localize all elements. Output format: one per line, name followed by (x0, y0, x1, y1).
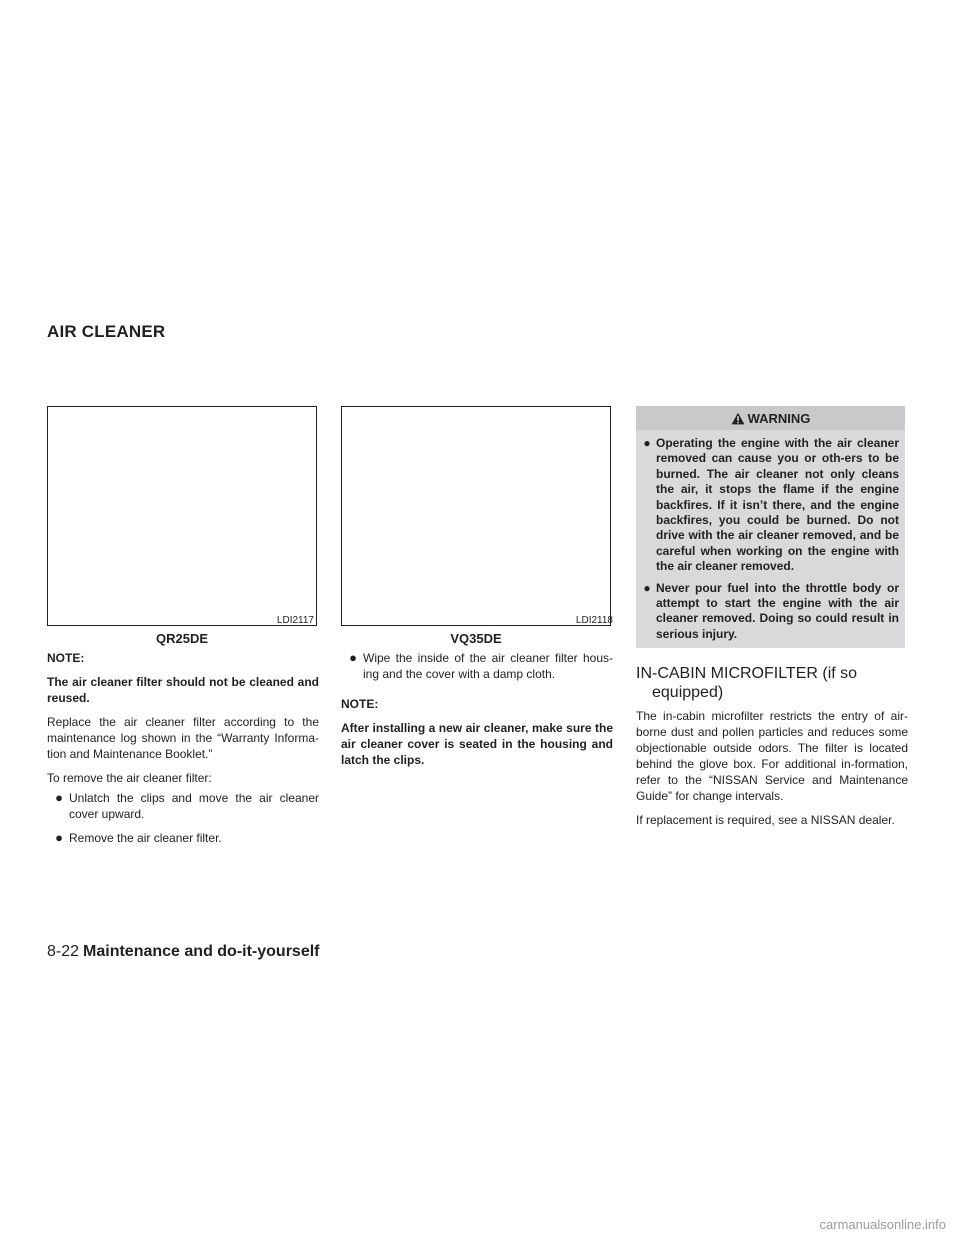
paragraph: Replace the air cleaner filter according to the maintenance log shown in the “Warranty Informa-tion and Maintenance Booklet.” (47, 715, 319, 761)
subsection-title-line: IN-CABIN MICROFILTER (if so (636, 665, 858, 682)
warning-heading: WARNING (747, 410, 811, 426)
warning-item (638, 436, 899, 575)
paragraph: The in-cabin microfilter restricts the entry of air-borne dust and pollen particles and reduces some objectionable outside odors. The filter is located behind the glove box. For additional in-formation, refer to the “NISSAN Service and Maintenance Guide” for change intervals. (636, 709, 908, 803)
warning-item-text: Operating the engine with the air cleaner removed can cause you or oth-ers to be burned. The air cleaner not only cleans the air, it stops the flame if the engine backfires. If it isn’t there, and the engine backfires, you could be burned. Do not drive with the air cleaner removed, and be careful when working on the engine with the air cleaner removed. (656, 436, 899, 574)
figure-qr25de (47, 406, 317, 626)
subsection-title (636, 664, 908, 702)
bullet-icon: ● (55, 790, 63, 805)
list-item (47, 830, 319, 846)
figure-vq35de (341, 406, 611, 626)
column-1 (47, 650, 319, 854)
watermark: carmanualsonline.info (819, 1217, 946, 1232)
figure-code: LDI2118 (575, 615, 613, 626)
warning-box (636, 406, 905, 648)
bullet-icon: ● (55, 830, 63, 845)
bullet-icon: ● (643, 436, 651, 450)
warning-item (638, 581, 899, 643)
column-2 (341, 650, 613, 776)
subsection-title-line: equipped) (652, 684, 724, 701)
paragraph: If replacement is required, see a NISSAN dealer. (636, 813, 895, 827)
list-item-text: Wipe the inside of the air cleaner filter hous-ing and the cover with a damp cloth. (363, 651, 613, 681)
paragraph: To remove the air cleaner filter: (47, 771, 212, 785)
warning-triangle-icon (731, 412, 745, 425)
note-text: The air cleaner filter should not be cleaned and reused. (47, 675, 319, 705)
figure-label: QR25DE (155, 631, 209, 646)
chapter-title: Maintenance and do-it-yourself (83, 943, 320, 960)
warning-header (636, 406, 905, 430)
list-item (47, 790, 319, 822)
bullet-icon: ● (349, 650, 357, 665)
bullet-icon: ● (643, 580, 651, 595)
warning-item-text: Never pour fuel into the throttle body or attempt to start the engine with the air cleaner removed. Doing so could result in serious injury. (656, 580, 899, 641)
note-heading: NOTE: (341, 697, 379, 711)
list-item (341, 650, 613, 682)
page-footer (47, 943, 320, 961)
note-heading: NOTE: (47, 651, 85, 665)
section-title: AIR CLEANER (47, 322, 166, 341)
column-3 (636, 708, 908, 836)
list-item-text: Remove the air cleaner filter. (69, 831, 222, 845)
note-text: After installing a new air cleaner, make sure the air cleaner cover is seated in the housing and latch the clips. (341, 721, 613, 767)
figure-label: VQ35DE (450, 631, 502, 646)
list-item-text: Unlatch the clips and move the air cleaner cover upward. (69, 791, 319, 821)
page-number: 8-22 (47, 943, 80, 960)
figure-code: LDI2117 (276, 615, 314, 626)
